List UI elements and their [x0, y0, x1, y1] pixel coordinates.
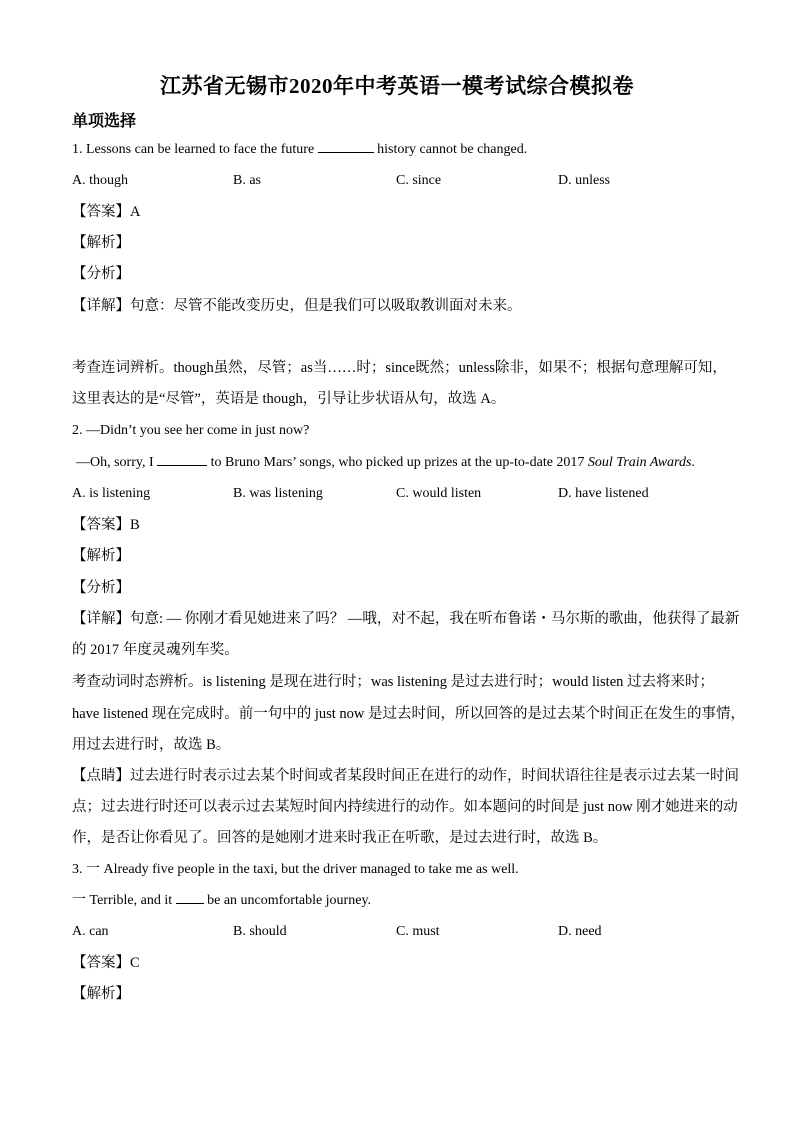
q3-option-b: B. should — [233, 924, 287, 939]
q2-note-2: 点；过去进行时还可以表示过去某短时间内持续进行的动作。如本题问的时间是 just now 刚才她进来的动 — [72, 799, 738, 815]
q1-answer: 【答案】A — [72, 204, 141, 220]
answer-blank — [318, 140, 374, 153]
question-2-line-1: 2. —Didn’t you see her come in just now? — [72, 423, 310, 438]
answer-blank — [157, 453, 207, 466]
q1-explanation-2: 这里表达的是“尽管”，英语是 though，引导让步状语从句，故选 A。 — [72, 391, 506, 407]
question-1-stem: 1. Lessons can be learned to face the future history cannot be changed. — [72, 142, 528, 157]
q2-explanation-1: 考查动词时态辨析。is listening 是现在进行时；was listening 是过去进行时；would listen 过去将来时； — [72, 674, 715, 690]
q2-answer: 【答案】B — [72, 517, 140, 533]
q3-jiexi: 【解析】 — [72, 986, 130, 1002]
q3-option-d: D. need — [558, 924, 602, 939]
q1-option-d: D. unless — [558, 173, 611, 188]
q2-option-a: A. is listening — [72, 486, 151, 501]
question-3-line-1: 3. 一 Already five people in the taxi, but the driver managed to take me as well. — [72, 862, 519, 877]
q2-option-b: B. was listening — [233, 486, 323, 501]
q1-option-a: A. though — [72, 173, 128, 188]
q1-option-c: C. since — [396, 173, 442, 188]
q2-explanation-2: have listened 现在完成时。前一句中的 just now 是过去时间，所以回答的是过去某个时间正在发生的事情， — [72, 706, 746, 722]
q3-option-a: A. can — [72, 924, 109, 939]
question-2-line-2: —Oh, sorry, I to Bruno Mars’ songs, who picked up prizes at the up-to-date 2017 Soul Train Awards. — [76, 455, 695, 470]
q2-explanation-3: 用过去进行时，故选 B。 — [72, 737, 231, 753]
q2-fenxi: 【分析】 — [72, 580, 130, 596]
q2-option-c: C. would listen — [396, 486, 482, 501]
q2-detail-2: 的 2017 年度灵魂列车奖。 — [72, 642, 239, 658]
q2-option-d: D. have listened — [558, 486, 649, 501]
question-3-line-2: 一 Terrible, and it be an uncomfortable journey. — [72, 893, 372, 908]
q1-explanation-1: 考查连词辨析。though虽然，尽管；as当……时；since既然；unless除非，如果不；根据句意理解可知， — [72, 360, 727, 376]
q3-option-c: C. must — [396, 924, 440, 939]
q1-option-b: B. as — [233, 173, 261, 188]
q1-detail: 【详解】句意：尽管不能改变历史，但是我们可以吸取教训面对未来。 — [72, 298, 522, 314]
section-heading: 单项选择 — [72, 113, 137, 130]
q2-detail-1: 【详解】句意: — 你刚才看见她进来了吗？ —哦，对不起，我在听布鲁诺・马尔斯的歌曲，他获得了最新 — [72, 611, 740, 627]
q2-note-1: 【点睛】过去进行时表示过去某个时间或者某段时间正在进行的动作，时间状语往往是表示过去某一时间 — [72, 768, 739, 784]
q2-jiexi: 【解析】 — [72, 548, 130, 564]
q1-jiexi: 【解析】 — [72, 235, 130, 251]
q2-note-3: 作，是否让你看见了。回答的是她刚才进来时我正在听歌，是过去进行时，故选 B。 — [72, 830, 608, 846]
answer-blank — [176, 891, 204, 904]
q1-fenxi: 【分析】 — [72, 266, 130, 282]
q3-answer: 【答案】C — [72, 955, 140, 971]
page-title: 江苏省无锡市2020年中考英语一模考试综合模拟卷 — [160, 74, 634, 98]
